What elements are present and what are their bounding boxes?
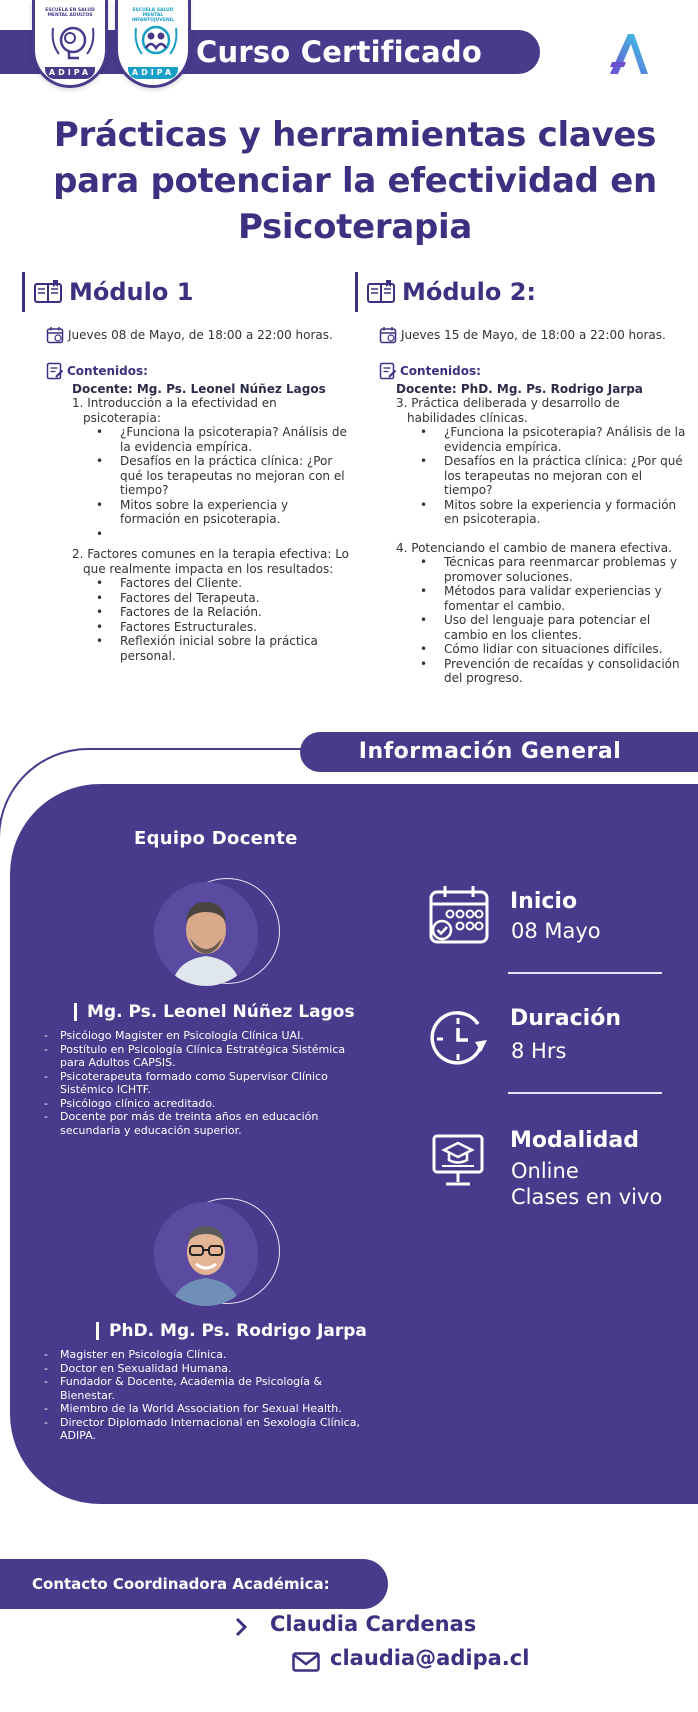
list-item: • Desafíos en la práctica clínica: ¿Por qué los terapeutas no mejoran con el tiempo? — [96, 454, 352, 498]
school-adults-shield: ESCUELA EN SALUD MENTAL ADULTOS ADIPA — [32, 0, 108, 88]
teacher-1-bio — [40, 1029, 370, 1137]
calendar-icon — [46, 326, 64, 344]
list-item: • Mitos sobre la experiencia y formación en psicoterapia. — [420, 498, 691, 527]
book-icon — [366, 278, 396, 306]
list-item: - Docente por más de treinta años en educación secundaria y educación superior. — [40, 1110, 370, 1137]
teacher-2-bio — [40, 1348, 370, 1443]
calendar-icon — [379, 326, 397, 344]
mode-label: Modalidad — [510, 1128, 640, 1153]
list-item: - Magister en Psicología Clínica. — [40, 1348, 370, 1362]
module-2-contents-label: Contenidos: — [379, 362, 691, 380]
mode-value-online: Online — [511, 1159, 579, 1183]
clock-icon — [428, 1006, 490, 1066]
module-1-docente: Docente: Mg. Ps. Leonel Núñez Lagos — [72, 382, 326, 396]
list-item: • Cómo lidiar con situaciones difíciles. — [420, 642, 691, 657]
list-item: • Factores del Cliente. — [96, 576, 352, 591]
school-youth-shield: ESCUELA SALUD MENTAL INFANTOJUVENIL ADIPA — [115, 0, 191, 88]
chevron-right-icon — [234, 1617, 248, 1637]
teacher-2-avatar — [154, 1202, 258, 1306]
module-1-header — [22, 272, 352, 312]
mode-value-live: Clases en vivo — [511, 1185, 663, 1209]
module-2-title: Módulo 2: — [402, 278, 537, 306]
document-edit-icon — [379, 362, 397, 380]
mail-icon — [292, 1652, 320, 1672]
document-edit-icon — [46, 362, 64, 380]
list-item: - Doctor en Sexualidad Humana. — [40, 1362, 370, 1376]
list-item: • Mitos sobre la experiencia y formación en psicoterapia. — [96, 498, 352, 527]
contact-email[interactable]: claudia@adipa.cl — [330, 1646, 530, 1670]
list-item: • Factores de la Relación. — [96, 605, 352, 620]
list-item: • ¿Funciona la psicoterapia? Análisis de la evidencia empírica. — [96, 425, 352, 454]
module-2-docente: Docente: PhD. Mg. Ps. Rodrigo Jarpa — [396, 382, 643, 396]
start-value: 08 Mayo — [511, 919, 601, 943]
module-1-section-2: 2. Factores comunes en la terapia efectiva: Lo que realmente impacta en los resultados: • Factores del Cliente. • Factores del Terapeuta. • Factores de la Relación. • Factores Estructurales. • Reflexión inicial sobre la práctica personal. — [72, 547, 352, 663]
list-item — [96, 527, 352, 542]
family-icon — [132, 20, 180, 64]
list-item: • Métodos para validar experiencias y fomentar el cambio. — [420, 584, 691, 613]
module-1 — [22, 272, 352, 663]
calendar-check-icon — [428, 884, 490, 946]
teacher-1-name: Mg. Ps. Leonel Núñez Lagos — [74, 1003, 355, 1021]
list-item: - Psicólogo clínico acreditado. — [40, 1097, 370, 1111]
module-1-date: Jueves 08 de Mayo, de 18:00 a 22:00 horas. — [46, 326, 352, 344]
module-2-date: Jueves 15 de Mayo, de 18:00 a 22:00 horas. — [379, 326, 691, 344]
team-title: Equipo Docente — [134, 828, 298, 849]
module-2-section-4: 4. Potenciando el cambio de manera efectiva. • Técnicas para reenmarcar problemas y promover soluciones. • Métodos para validar experiencias y fomentar el cambio. • Uso del lenguaje para potenciar el cambio en los clientes. • Cómo lidiar con situaciones difíciles. • Prevención de recaídas y consolidación del progreso. — [396, 541, 691, 686]
course-title: Prácticas y herramientas claves para potenciar la efectividad en Psicoterapia — [53, 115, 657, 247]
list-item: - Fundador & Docente, Academia de Psicología & Bienestar. — [40, 1375, 370, 1402]
list-item: - Psicoterapeuta formado como Supervisor Clínico Sistémico ICHTF. — [40, 1070, 370, 1097]
list-item: - Director Diplomado Internacional en Sexología Clínica, ADIPA. — [40, 1416, 370, 1443]
list-item: • Técnicas para reenmarcar problemas y promover soluciones. — [420, 555, 691, 584]
list-item: • Prevención de recaídas y consolidación del progreso. — [420, 657, 691, 686]
teacher-2-name: PhD. Mg. Ps. Rodrigo Jarpa — [96, 1322, 367, 1340]
module-1-section-1: 1. Introducción a la efectividad en psicoterapia: • ¿Funciona la psicoterapia? Análisis de la evidencia empírica. • Desafíos en la práctica clínica: ¿Por qué los terapeutas no mejoran con el tiempo? • Mitos sobre la experiencia y formación en psicoterapia. • — [72, 396, 352, 541]
list-item: • Desafíos en la práctica clínica: ¿Por qué los terapeutas no mejoran con el tiempo? — [420, 454, 691, 498]
contact-title: Contacto Coordinadora Académica: — [32, 1575, 330, 1593]
duration-label: Duración — [510, 1006, 621, 1031]
module-1-title: Módulo 1 — [69, 278, 194, 306]
book-icon — [33, 278, 63, 306]
module-2-section-3: 3. Práctica deliberada y desarrollo de habilidades clínicas. • ¿Funciona la psicoterapia? Análisis de la evidencia empírica. • Desafíos en la práctica clínica: ¿Por qué los terapeutas no mejoran con el tiempo? • Mitos sobre la experiencia y formación en psicoterapia. — [396, 396, 691, 527]
duration-value: 8 Hrs — [511, 1039, 567, 1063]
list-item: • Factores del Terapeuta. — [96, 591, 352, 606]
teacher-1-avatar — [154, 882, 258, 986]
module-2-header — [355, 272, 691, 312]
course-type-title: Curso Certificado — [196, 35, 482, 69]
divider — [508, 972, 662, 974]
list-item: • Uso del lenguaje para potenciar el cambio en los clientes. — [420, 613, 691, 642]
list-item: - Miembro de la World Association for Sexual Health. — [40, 1402, 370, 1416]
list-item: - Postítulo en Psicología Clínica Estratégica Sistémica para Adultos CAPSIS. — [40, 1043, 370, 1070]
teacher-1-photo — [154, 878, 280, 990]
list-item: • ¿Funciona la psicoterapia? Análisis de la evidencia empírica. — [420, 425, 691, 454]
monitor-graduation-icon — [428, 1128, 490, 1190]
start-label: Inicio — [510, 889, 578, 914]
head-brain-icon — [49, 20, 97, 64]
module-2 — [355, 272, 691, 686]
info-title: Información General — [358, 739, 622, 764]
list-item: • Reflexión inicial sobre la práctica personal. — [96, 634, 352, 663]
module-1-contents-label: Contenidos: — [46, 362, 352, 380]
divider — [508, 1092, 662, 1094]
list-item: - Psicólogo Magister en Psicología Clínica UAI. — [40, 1029, 370, 1043]
teacher-2-photo — [154, 1198, 280, 1310]
contact-name: Claudia Cardenas — [270, 1612, 477, 1636]
adipa-logo-icon — [606, 30, 652, 78]
list-item: • Factores Estructurales. — [96, 620, 352, 635]
